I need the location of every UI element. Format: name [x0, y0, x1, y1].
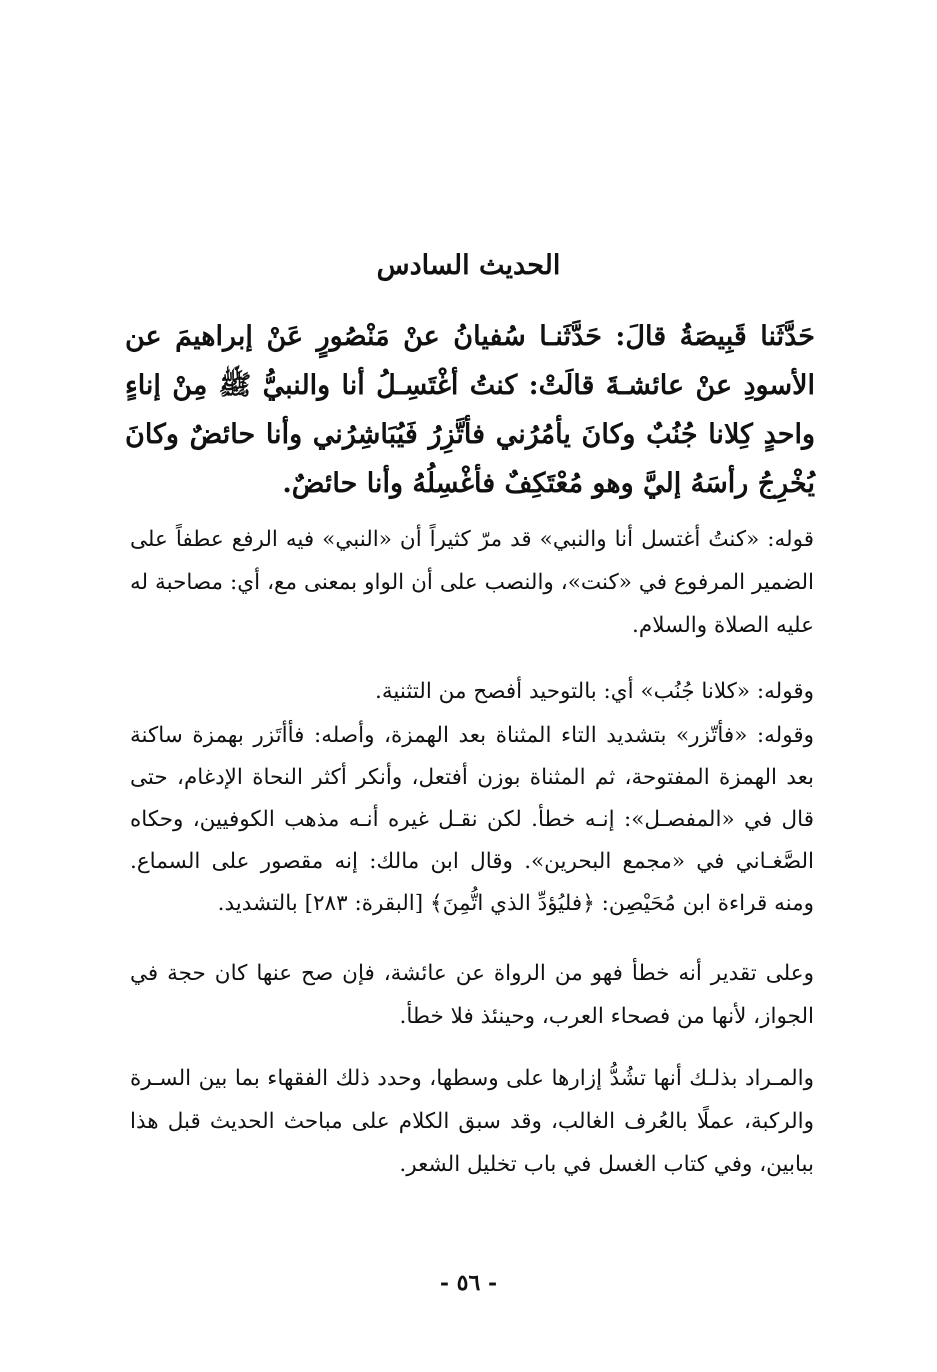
page-number: - ٥٦ -: [439, 1270, 498, 1296]
commentary-paragraph-2: وقوله: «كلانا جُنُب» أي: بالتوحيد أفصح من التثنية.: [374, 679, 814, 704]
page-title: الحديث السادس: [376, 250, 561, 281]
commentary-paragraph-3: وقوله: «فأتّزر» بتشديد التاء المثناة بعد الهمزة، وأصله: فأأتَزر بهمزة ساكنة بعد الهمزة المفتوحة، ثم المثناة بوزن أفتعل، وأنكر أكثر النحاة الإدغام، حتى قال في «المفصـل»: إنـه خطأ. لكن نقـل غيره أنـه مذهب الكوفيين، وحكاه الصَّغـاني في «مجمع البحرين». وقال ابن مالك: إنه مقصور على السماع. ومنه قراءة ابن مُحَيْصِن: ﴿فليُؤدِّ الذي اتُّمِنَ﴾ [البقرة: ٢٨٣] بالتشديد.: [130, 723, 814, 916]
commentary-paragraph-4: وعلى تقدير أنه خطأ فهو من الرواة عن عائشة، فإن صح عنها كان حجة في الجواز، لأنها من فصحاء العرب، وحينئذ فلا خطأ.: [130, 961, 814, 1029]
hadith-text: حَدَّثَنا قَبِيصَةُ قالَ: حَدَّثَنـا سُفيانُ عنْ مَنْصُورٍ عَنْ إبراهيمَ عن الأسودِ عنْ عائشـةَ قالَتْ: كنتُ أغْتَسِـلُ أنا والنبيُّ ﷺ مِنْ إناءٍ واحدٍ كِلانا جُنُبٌ وكانَ يأمُرُني فأتَّزِرُ فَيُبَاشِرُني وأنا حائضٌ وكانَ يُخْرِجُ رأسَهُ إليَّ وهو مُعْتَكِفٌ فأغْسِلُهُ وأنا حائضٌ.: [125, 321, 815, 499]
commentary-paragraph-5: والمـراد بذلـك أنها تشُدُّ إزارها على وسطها، وحدد ذلك الفقهاء بما بين السـرة والركبة، عملًا بالعُرف الغالب، وقد سبق الكلام على مباحث الحديث قبل هذا ببابين، وفي كتاب الغسل في باب تخليل الشعر.: [130, 1066, 814, 1177]
commentary-paragraph-1: قوله: «كنتُ أغتسل أنا والنبي» قد مرّ كثيراً أن «النبي» فيه الرفع عطفاً على الضمير المرفوع في «كنت»، والنصب على أن الواو بمعنى مع، أي: مصاحبة له عليه الصلاة والسلام.: [130, 527, 814, 638]
